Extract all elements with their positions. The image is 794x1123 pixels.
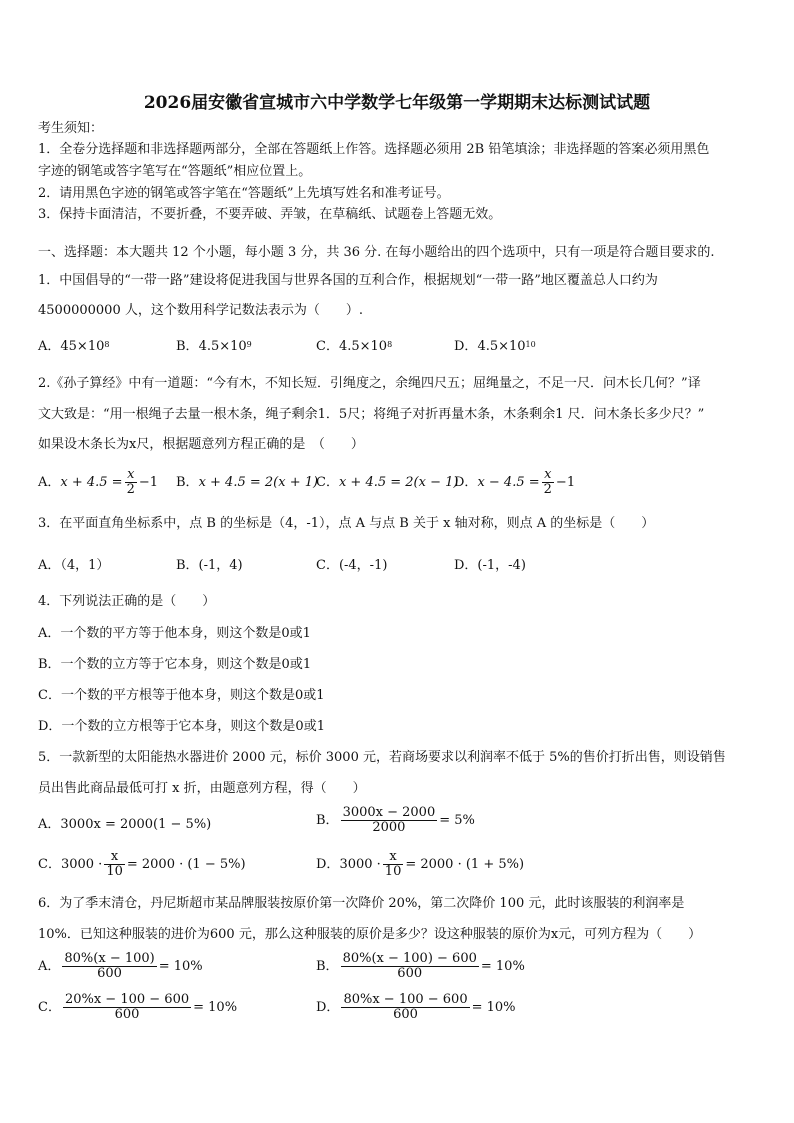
q2-stem-line2: 文大致是：“用一根绳子去量一根木条，绳子剩余1．5尺；将绳子对折再量木条，木条剩余1 尺．问木条长多少尺？” [38,407,705,422]
numerator: 3000x − 2000 [342,805,436,820]
q6-stem-line2: 10%．已知这种服装的进价为600 元，那么这种服装的原价是多少？设这种服装的原价为x元，可列方程为（ ） [38,927,702,942]
q4-option-b[interactable]: B．一个数的立方等于它本身，则这个数是0或1 [38,657,312,672]
option-expr-right: = 10% [193,1000,238,1015]
exponent: 8 [387,340,393,349]
option-expr-right: = 2000 · (1 − 5%) [126,857,246,872]
numerator: x [125,468,137,483]
denominator: 600 [393,1007,418,1022]
q2-option-a[interactable] [38,468,158,497]
q3-option-a[interactable]: A．（4，1） [38,558,110,573]
option-text: 4.5×10 [477,339,526,354]
option-text: 4.5×10 [198,339,247,354]
fraction [125,468,137,497]
option-label: C． [316,339,339,354]
option-expr-right: = 10% [158,959,203,974]
q5-stem-line1: 5．一款新型的太阳能热水器进价 2000 元，标价 3000 元，若商场要求以利润率不低于 5%的售价打折出售，则设销售 [38,750,726,765]
denominator: 10 [106,864,123,879]
numerator: 80%x − 100 − 600 [343,992,468,1007]
option-label: A． [38,959,61,974]
option-label: A． [38,817,61,832]
notice-item-2: 2．请用黑色字迹的钢笔或答字笔在“答题纸”上先填写姓名和准考证号。 [38,186,450,201]
option-expr-right: = 2000 · (1 + 5%) [405,857,525,872]
option-label: D． [454,339,478,354]
denominator: 2 [543,482,552,497]
numerator: 20%x − 100 − 600 [64,992,190,1007]
option-expr-left: 3000 · [339,857,381,872]
option-label: C． [38,1000,61,1015]
option-expr-left: x + 4.5 = [60,475,123,490]
notice-item-3: 3．保持卡面清洁，不要折叠，不要弄破、弄皱，在草稿纸、试题卷上答题无效。 [38,207,502,222]
section-heading: 一、选择题：本大题共 12 个小题，每小题 3 分，共 36 分. 在每小题给出的四个选项中，只有一项是符合题目要求的. [38,245,715,260]
exponent: 8 [104,340,110,349]
q6-option-d[interactable] [316,993,516,1022]
q4-option-d[interactable]: D．一个数的立方根等于它本身，则这个数是0或1 [38,719,325,734]
q3-stem: 3．在平面直角坐标系中，点 B 的坐标是（4，-1），点 A 与点 B 关于 x 轴对称，则点 A 的坐标是（ ） [38,516,655,531]
option-label: B． [176,339,199,354]
notice-item-1: 1．全卷分选择题和非选择题两部分，全部在答题纸上作答。选择题必须用 2B 铅笔填涂；非选择题的答案必须用黑色 [38,142,710,157]
q1-option-a[interactable] [38,338,109,356]
q4-stem: 4．下列说法正确的是（ ） [38,594,216,609]
option-expr-left: x − 4.5 = [477,475,540,490]
notice-heading: 考生须知： [38,121,104,136]
q1-option-c[interactable] [316,338,392,356]
denominator: 600 [114,1007,140,1022]
option-label: C． [38,857,61,872]
option-label: B． [176,475,199,490]
option-expr-right: −1 [555,475,576,490]
exponent: 10 [525,340,536,349]
q5-option-c[interactable] [38,850,246,879]
option-expr-left: 3000 · [60,857,103,872]
option-expr-right: −1 [138,475,159,490]
q2-option-c[interactable] [316,474,458,492]
option-label: C． [316,475,339,490]
q6-option-b[interactable] [316,952,525,981]
fraction [383,850,404,879]
option-label: D． [316,857,340,872]
denominator: 2000 [372,820,406,835]
denominator: 10 [384,864,402,879]
fraction [62,952,156,981]
q2-option-d[interactable] [454,468,575,497]
option-label: B． [316,813,339,828]
option-text: 4.5×10 [338,339,388,354]
q1-option-b[interactable] [176,338,252,356]
fraction [63,993,191,1022]
q4-option-c[interactable]: C．一个数的平方根等于他本身，则这个数是0或1 [38,688,325,703]
q3-option-b[interactable]: B．(-1，4) [176,558,243,573]
option-label: B． [316,959,339,974]
option-text: x + 4.5 = 2(x − 1) [338,475,459,490]
q2-option-b[interactable] [176,474,318,492]
fraction [341,952,479,981]
option-text: x + 4.5 = 2(x + 1) [198,475,319,490]
denominator: 600 [97,966,122,981]
q2-stem-line3: 如果设木条长为x尺，根据题意列方程正确的是 （ ） [38,437,364,452]
numerator: x [542,468,554,483]
q1-option-d[interactable] [454,338,536,356]
option-text: 45×10 [60,339,105,354]
numerator: 80%(x − 100) − 600 [342,951,477,966]
option-expr-right: = 10% [480,959,525,974]
fraction [341,993,469,1022]
q1-stem-line1: 1．中国倡导的“一带一路”建设将促进我国与世界各国的互利合作，根据规划“一带一路”地区覆盖总人口约为 [38,273,658,288]
fraction [104,850,125,879]
notice-item-1-cont: 字迹的钢笔或答字笔写在“答题纸”相应位置上。 [38,164,312,179]
q3-option-c[interactable]: C．(-4，-1) [316,558,388,573]
option-label: D． [454,475,478,490]
q4-option-a[interactable]: A．一个数的平方等于他本身，则这个数是0或1 [38,626,311,641]
option-label: D． [316,1000,340,1015]
q5-stem-line2: 员出售此商品最低可打 x 折，由题意列方程，得（ ） [38,781,366,796]
option-expr-right: = 5% [439,813,475,828]
q6-stem-line1: 6．为了季末清仓，丹尼斯超市某品牌服装按原价第一次降价 20%，第二次降价 100 元，此时该服装的利润率是 [38,896,685,911]
q6-option-c[interactable] [38,993,237,1022]
page-title: 2026届安徽省宣城市六中学数学七年级第一学期期末达标测试试题 [143,93,651,113]
q6-option-a[interactable] [38,952,203,981]
option-label: A． [38,475,61,490]
q2-stem-line1: 2.《孙子算经》中有一道题：“今有木，不知长短．引绳度之，余绳四尺五；屈绳量之，不足一尺．问木长几何？”译 [38,376,701,391]
q3-option-d[interactable]: D．(-1，-4) [454,558,526,573]
option-expr-right: = 10% [471,1000,516,1015]
numerator: x [104,850,125,865]
option-label: A． [38,339,61,354]
q5-option-a[interactable] [38,816,211,834]
fraction [542,468,554,497]
q5-option-b[interactable] [316,806,475,835]
numerator: 80%(x − 100) [64,951,155,966]
exponent: 9 [246,340,252,349]
denominator: 600 [397,966,423,981]
denominator: 2 [126,482,135,497]
fraction [341,806,438,835]
q5-option-d[interactable] [316,850,524,879]
numerator: x [383,850,404,865]
option-text: 3000x = 2000(1 − 5%) [60,817,212,832]
q1-stem-line2: 4500000000 人，这个数用科学记数法表示为（ ）. [38,303,363,318]
